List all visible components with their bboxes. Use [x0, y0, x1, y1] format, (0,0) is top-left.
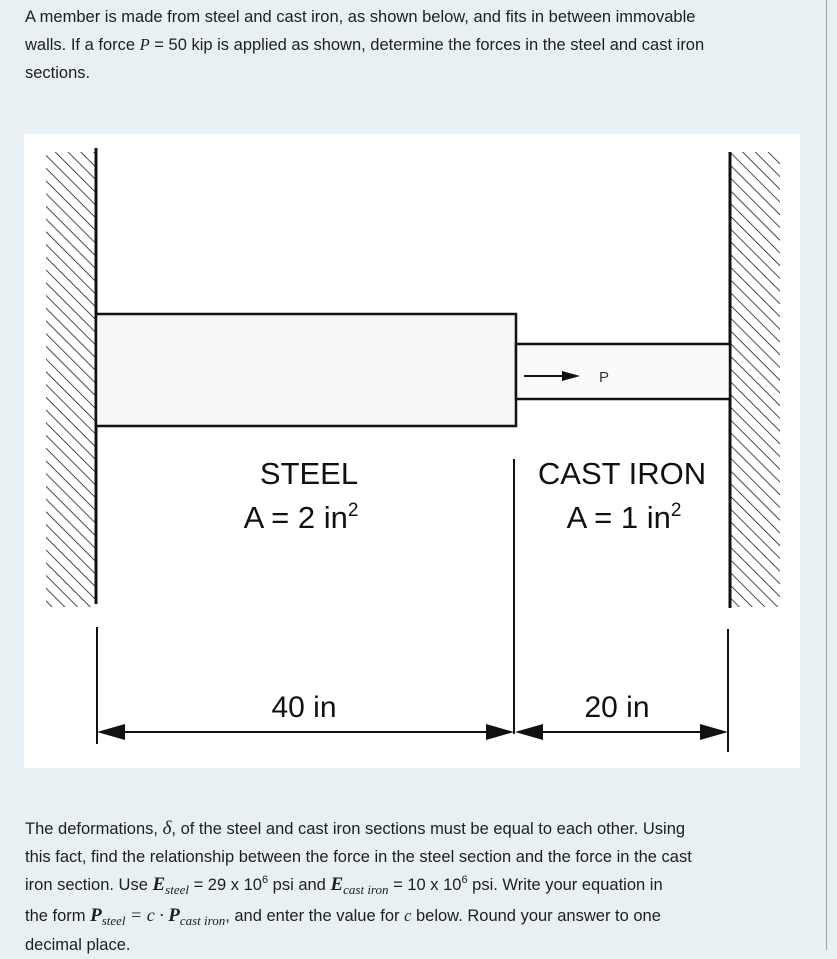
followup-text: iron section. Use	[25, 876, 153, 894]
coefficient-symbol: c	[146, 905, 155, 925]
cast-iron-section	[516, 344, 730, 399]
followup-instructions	[25, 815, 805, 959]
followup-text: , of the steel and cast iron sections must be equal to each other. Using	[171, 820, 686, 838]
iron-length-label: 20 in	[584, 691, 650, 724]
coefficient-variable: c	[404, 906, 412, 925]
subscript-steel: steel	[101, 913, 126, 928]
force-symbol: P	[168, 905, 180, 926]
followup-text: the form	[25, 907, 91, 925]
equals-sign: =	[125, 905, 147, 925]
followup-text: psi and	[268, 876, 331, 894]
followup-text: this fact, find the relationship between the force in the steel section and the force in the cast	[25, 848, 692, 866]
intro-line-3: sections.	[25, 64, 91, 82]
steel-section	[96, 314, 516, 426]
steel-label: STEEL	[259, 456, 359, 491]
subscript-steel: steel	[165, 882, 189, 897]
exponent: 6	[261, 874, 269, 886]
steel-area: A = 2 $in^2$	[243, 500, 359, 535]
force-variable: P	[139, 35, 150, 54]
iron-dim-arrow-left	[515, 724, 543, 740]
modulus-symbol: E	[152, 874, 166, 895]
iron-dim-arrow-right	[700, 724, 728, 740]
left-wall-hatch	[46, 152, 96, 607]
followup-text: = 29 x 10	[189, 876, 262, 894]
followup-text: below. Round your answer to one	[411, 907, 661, 925]
right-wall-hatch	[730, 152, 780, 607]
bar-diagram	[24, 134, 800, 768]
steel-dim-arrow-left	[97, 724, 125, 740]
followup-text: psi. Write your equation in	[467, 876, 663, 894]
followup-text: The deformations,	[25, 820, 163, 838]
dot-operator: ·	[154, 905, 169, 925]
delta-symbol: δ	[162, 818, 172, 839]
modulus-symbol: E	[330, 874, 344, 895]
followup-text: , and enter the value for	[225, 907, 405, 925]
force-symbol: P	[90, 905, 102, 926]
cast-iron-area: A = 1 $in^2$	[566, 500, 682, 535]
force-label: P	[599, 369, 610, 386]
intro-line-1: A member is made from steel and cast iron, as shown below, and fits in between immovable	[25, 8, 696, 26]
subscript-cast-iron: cast iron	[179, 913, 226, 928]
problem-statement	[25, 3, 805, 87]
steel-length-label: 40 in	[271, 691, 337, 724]
exponent: 6	[461, 874, 468, 886]
intro-line-2a: walls. If a force	[25, 36, 140, 54]
followup-text: decimal place.	[25, 936, 131, 954]
bar-diagram-svg	[24, 134, 800, 768]
steel-dim-arrow-right	[486, 724, 514, 740]
intro-line-2b: = 50 kip is applied as shown, determine the forces in the steel and cast iron	[149, 36, 705, 54]
followup-text: = 10 x 10	[388, 876, 462, 894]
cast-iron-label: CAST IRON	[537, 456, 707, 491]
page-frame-edge	[826, 0, 837, 950]
subscript-cast-iron: cast iron	[343, 882, 389, 897]
